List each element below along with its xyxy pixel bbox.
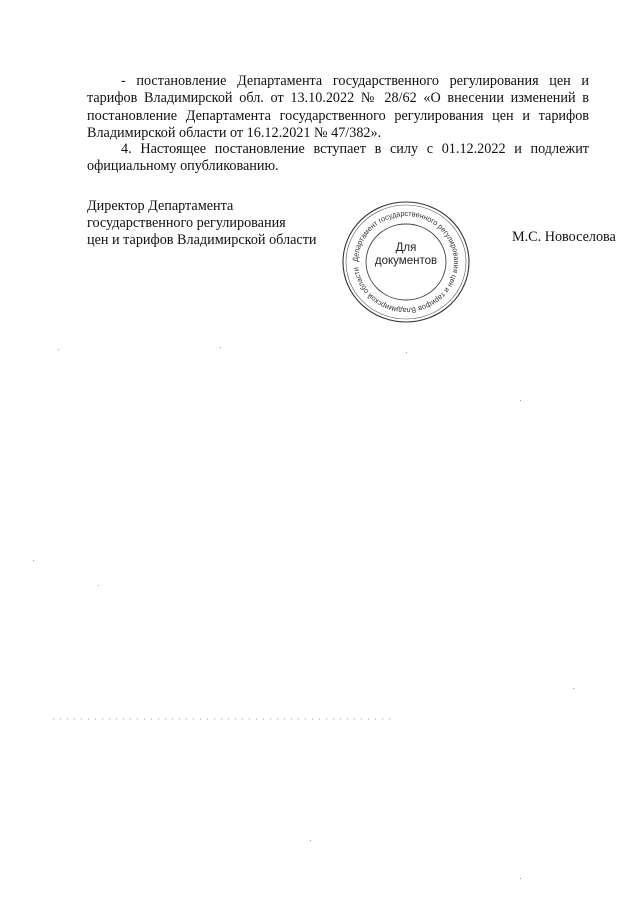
stamp-center-text: [338, 242, 474, 268]
scan-speck: [33, 560, 34, 561]
signatory-position-line: государственного регулирования: [87, 215, 286, 232]
scan-speck: [573, 688, 574, 689]
scan-speck: [98, 585, 99, 586]
scan-speck: [520, 878, 521, 879]
stamp-center-line: Для: [395, 242, 417, 254]
signatory-position-line: цен и тарифов Владимирской области: [87, 232, 317, 249]
scan-speck: [520, 400, 521, 401]
scan-speck: [406, 352, 407, 353]
official-stamp: [338, 198, 474, 326]
signatory-name: М.С. Новоселова: [512, 229, 616, 245]
scan-speck: [310, 840, 311, 841]
scan-speck: [58, 349, 59, 350]
signatory-position-line: Директор Департамента: [87, 198, 234, 214]
scan-speck: [220, 347, 221, 348]
stamp-center-line: документов: [374, 255, 438, 267]
paragraph-decree-reference: - постановление Департамента государственного регулирования цен и тарифов Владимирской обл. от 13.10.2022 № 28/62 «О внесении изменений в постановление Департамента государственного регулирования цен и тарифов Владимирской области от 16.12.2021 № 47/382».: [87, 73, 589, 142]
signatory-position: [87, 198, 317, 250]
stamp-ring-text: Департамент государственного регулирования цен и тарифов Владимирской области: [350, 208, 462, 316]
paragraph-effective-date: 4. Настоящее постановление вступает в силу с 01.12.2022 и подлежит официальному опубликованию.: [87, 141, 589, 175]
scan-noise-line: [50, 718, 396, 720]
